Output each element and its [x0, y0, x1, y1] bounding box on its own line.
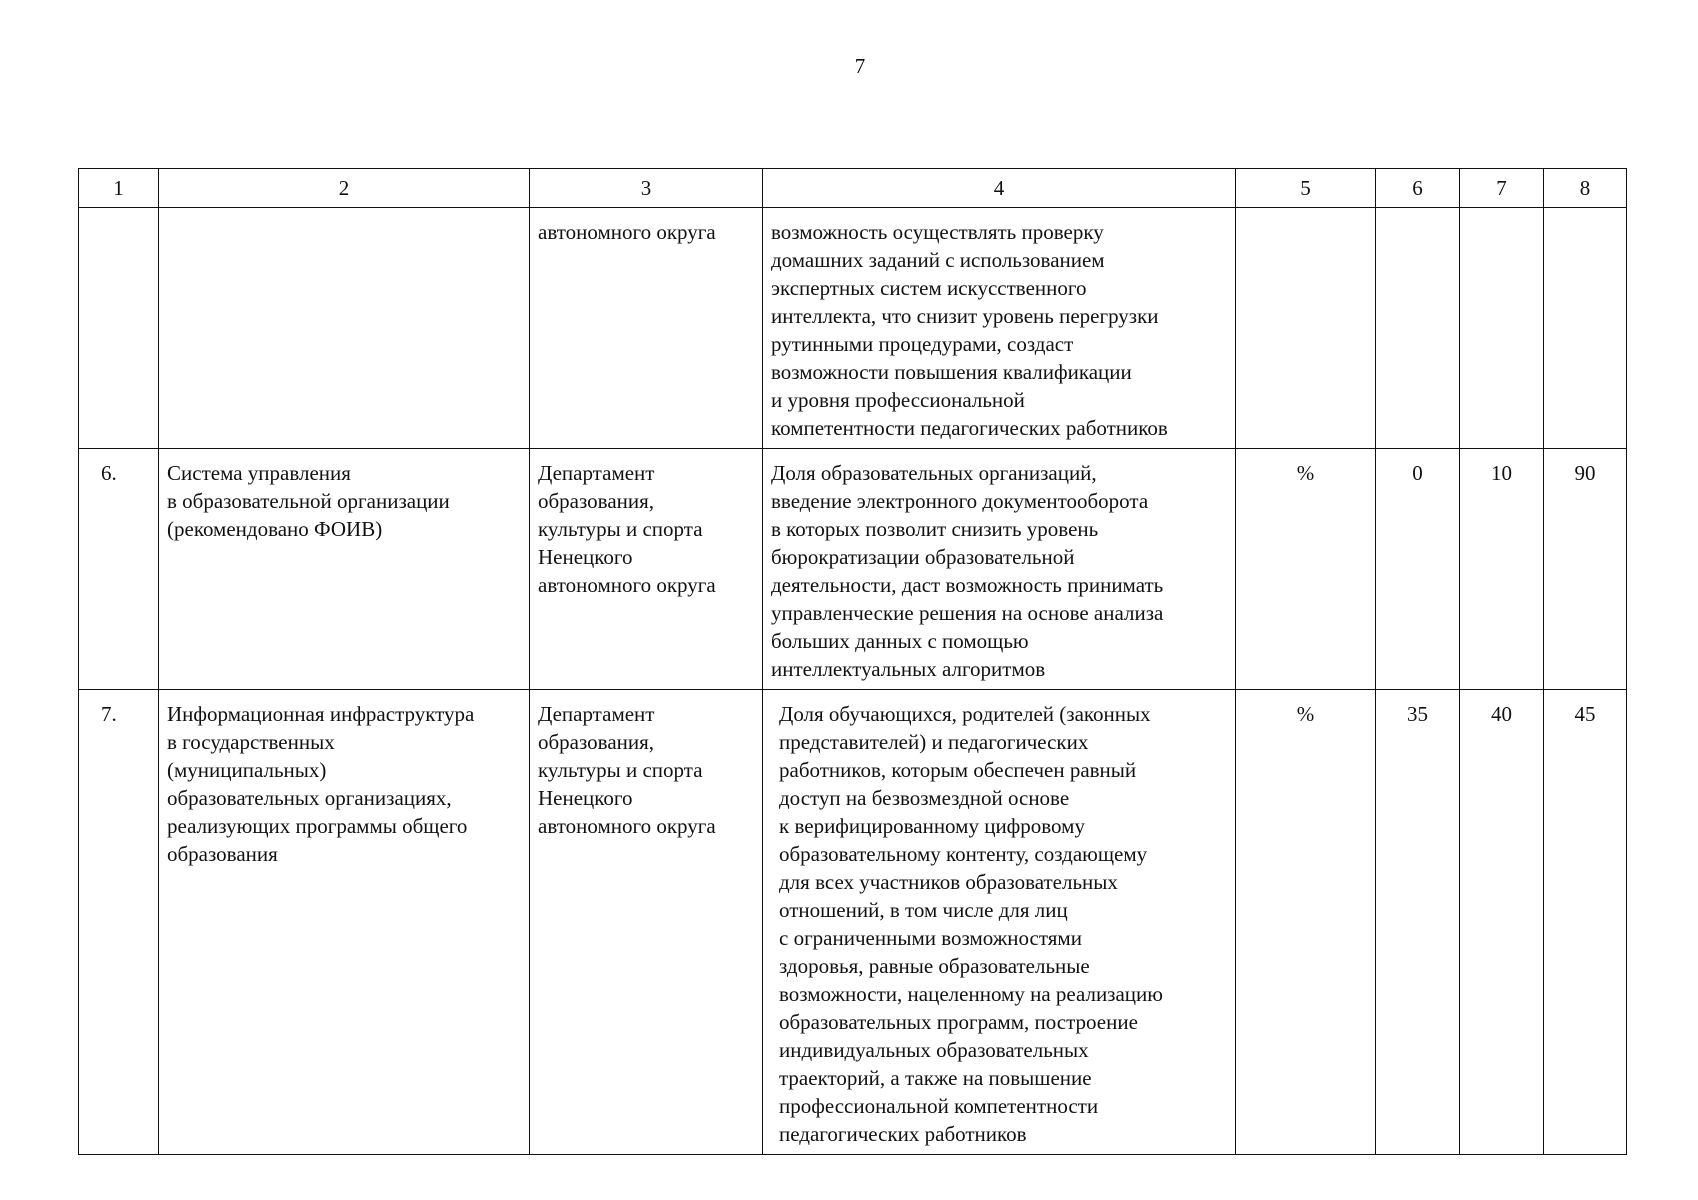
cell-value-1: [1376, 208, 1460, 449]
header-cell-4: 4: [763, 169, 1236, 208]
header-cell-5: 5: [1236, 169, 1376, 208]
cell-responsible: [530, 208, 763, 449]
text-line: возможности повышения квалификации: [771, 360, 1132, 384]
text-line: образования: [167, 842, 278, 866]
cell-value-3: 90: [1544, 449, 1627, 690]
cell-indicator: [763, 449, 1236, 690]
text-line: Департамент: [538, 461, 655, 485]
indicators-table: [78, 168, 1627, 1155]
text-line: домашних заданий с использованием: [771, 248, 1105, 272]
text-line: автономного округа: [538, 220, 716, 244]
text-line: образовательных организациях,: [167, 786, 452, 810]
cell-value-1: 0: [1376, 449, 1460, 690]
header-cell-3: 3: [530, 169, 763, 208]
cell-value-3: [1544, 208, 1627, 449]
cell-value-2: 10: [1460, 449, 1544, 690]
cell-value-1: 35: [1376, 690, 1460, 1155]
text-line: автономного округа: [538, 573, 716, 597]
text-line: (муниципальных): [167, 758, 327, 782]
text-line: Система управления: [167, 461, 351, 485]
text-line: образовательных программ, построение: [779, 1010, 1138, 1034]
text-line: с ограниченными возможностями: [779, 926, 1082, 950]
cell-value-3: 45: [1544, 690, 1627, 1155]
header-cell-8: 8: [1544, 169, 1627, 208]
cell-unit: %: [1236, 449, 1376, 690]
text-line: в образовательной организации: [167, 489, 450, 513]
header-cell-6: 6: [1376, 169, 1460, 208]
cell-value-2: 40: [1460, 690, 1544, 1155]
cell-number: 6.: [79, 449, 159, 690]
text-line: в которых позволит снизить уровень: [771, 517, 1099, 541]
table-row: [79, 449, 1627, 690]
text-line: Информационная инфраструктура: [167, 702, 475, 726]
cell-number: 7.: [79, 690, 159, 1155]
text-line: управленческие решения на основе анализа: [771, 601, 1164, 625]
header-cell-2: 2: [159, 169, 530, 208]
cell-indicator: [763, 690, 1236, 1155]
text-line: отношений, в том числе для лиц: [779, 898, 1068, 922]
text-line: больших данных с помощью: [771, 629, 1029, 653]
text-line: Доля обучающихся, родителей (законных: [779, 702, 1151, 726]
header-cell-7: 7: [1460, 169, 1544, 208]
text-line: к верифицированному цифровому: [779, 814, 1085, 838]
text-line: интеллекта, что снизит уровень перегрузки: [771, 304, 1159, 328]
cell-responsible: [530, 449, 763, 690]
text-line: возможность осуществлять проверку: [771, 220, 1104, 244]
text-line: и уровня профессиональной: [771, 388, 1025, 412]
cell-indicator: [763, 208, 1236, 449]
cell-unit: %: [1236, 690, 1376, 1155]
text-line: траекторий, а также на повышение: [779, 1066, 1092, 1090]
cell-number: [79, 208, 159, 449]
table-row-continuation: [79, 208, 1627, 449]
text-line: в государственных: [167, 730, 335, 754]
text-line: автономного округа: [538, 814, 716, 838]
text-line: рутинными процедурами, создаст: [771, 332, 1074, 356]
text-line: Ненецкого: [538, 545, 633, 569]
text-line: педагогических работников: [779, 1122, 1027, 1146]
header-row: [79, 169, 1627, 208]
page-number: 7: [854, 54, 866, 78]
text-line: здоровья, равные образовательные: [779, 954, 1090, 978]
cell-direction: [159, 690, 530, 1155]
text-line: индивидуальных образовательных: [779, 1038, 1089, 1062]
text-line: для всех участников образовательных: [779, 870, 1118, 894]
cell-unit: [1236, 208, 1376, 449]
cell-responsible: [530, 690, 763, 1155]
text-line: интеллектуальных алгоритмов: [771, 657, 1046, 681]
text-line: деятельности, даст возможность принимать: [771, 573, 1164, 597]
header-cell-1: 1: [79, 169, 159, 208]
text-line: компетентности педагогических работников: [771, 416, 1168, 440]
text-line: образования,: [538, 489, 655, 513]
cell-direction: [159, 449, 530, 690]
text-line: работников, которым обеспечен равный: [779, 758, 1137, 782]
cell-value-2: [1460, 208, 1544, 449]
text-line: культуры и спорта: [538, 758, 703, 782]
text-line: образования,: [538, 730, 655, 754]
text-line: Доля образовательных организаций,: [771, 461, 1097, 485]
text-line: представителей) и педагогических: [779, 730, 1089, 754]
text-line: Департамент: [538, 702, 655, 726]
text-line: культуры и спорта: [538, 517, 703, 541]
text-line: бюрократизации образовательной: [771, 545, 1075, 569]
cell-direction: [159, 208, 530, 449]
text-line: образовательному контенту, создающему: [779, 842, 1148, 866]
text-line: введение электронного документооборота: [771, 489, 1149, 513]
text-line: реализующих программы общего: [167, 814, 468, 838]
text-line: (рекомендовано ФОИВ): [167, 517, 383, 541]
text-line: профессиональной компетентности: [779, 1094, 1099, 1118]
text-line: Ненецкого: [538, 786, 633, 810]
text-line: доступ на безвозмездной основе: [779, 786, 1070, 810]
table-row: [79, 690, 1627, 1155]
text-line: экспертных систем искусственного: [771, 276, 1087, 300]
text-line: возможности, нацеленному на реализацию: [779, 982, 1163, 1006]
